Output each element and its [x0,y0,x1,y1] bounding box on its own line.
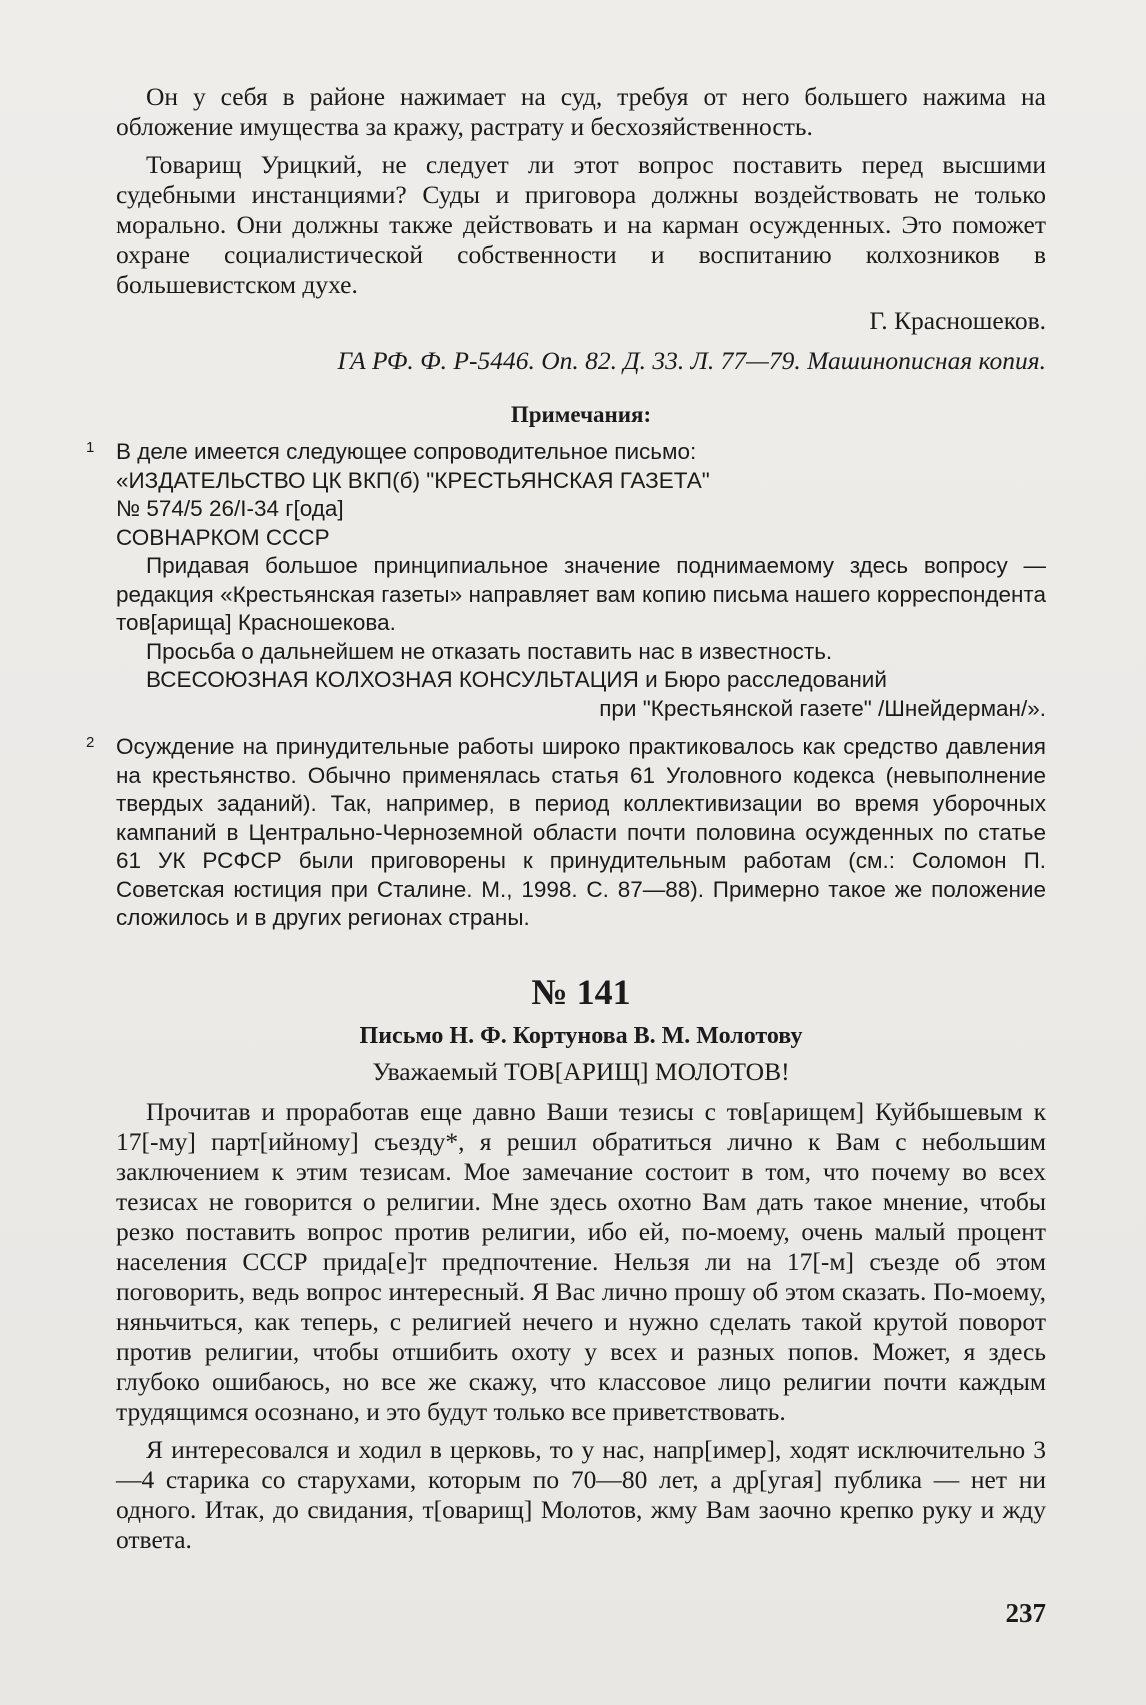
document-number: № 141 [531,971,631,1012]
footnote-2 [86,733,1046,933]
archive-source: ГА РФ. Ф. Р-5446. Оп. 82. Д. 33. Л. 77—79. Машинописная копия. [337,346,1046,375]
paragraph: Я интересовался и ходил в церковь, то у нас, напр[имер], ходят исключительно 3—4 старика со старухами, которым по 70—80 лет, а др[угая] публика — нет ни одного. Итак, до свидания, т[оварищ] Молотов, жму Вам заочно крепко руку и жду ответа. [116,1434,1046,1554]
document-title: Письмо Н. Ф. Кортунова В. М. Молотову [359,1022,803,1049]
letter-sender: ВСЕСОЮЗНАЯ КОЛХОЗНАЯ КОНСУЛЬТАЦИЯ и Бюро расследований [146,667,887,692]
letter-body: Придавая большое принципиальное значение поднимаемому здесь вопросу — редакция «Крестьянская газеты» направляет вам копию письма нашего корреспондента тов[арища] Красношекова. [116,553,1046,635]
page-number: 237 [1005,1598,1046,1628]
paragraph: Он у себя в районе нажимает на суд, требуя от него большего нажима на обложение имущества за кражу, растрату и бесхозяйственность. [116,82,1046,141]
footnote-text: Осуждение на принудительные работы широко практиковалось как средство давления на крестьянство. Обычно применялась статья 61 Уголовного кодекса (невыполнение твердых заданий). Так, например, в период коллективизации во время уборочных кампаний в Центрально-Черноземной области почти половина осужденных по статье 61 УК РСФСР были приговорены к принудительным работам (см.: Соломон П. Советская юстиция при Сталине. М., 1998. С. 87—88). Примерно такое же положение сложилось и в других регионах страны. [116,734,1046,930]
letter-request: Просьба о дальнейшем не отказать поставить нас в известность. [146,638,833,664]
footnote-1 [86,438,1046,723]
letter-ref: № 574/5 26/I-34 г[ода] [116,496,344,521]
letter-org: «ИЗДАТЕЛЬСТВО ЦК ВКП(б) "КРЕСТЬЯНСКАЯ ГАЗЕТА" [116,467,710,493]
letter-sender-line2: при "Крестьянской газете" /Шнейдерман/». [599,695,1046,721]
notes-section [86,438,1046,933]
paragraph: Прочитав и проработав еще давно Ваши тезисы с тов[арищем] Куйбышевым к 17[-му] парт[ийному] съезду*, я решил обратиться лично к Вам с небольшим заключением к этим тезисам. Мое замечание состоит в том, что почему во всех тезисах не говорится о религии. Мне здесь охотно Вам дать такое мнение, чтобы резко поставить вопрос против религии, ибо ей, по-моему, очень малый процент населения СССР прида[е]т предпочтение. Нельзя ли на 17[-м] съезде об этом поговорить, ведь вопрос интересный. Я Вас лично прошу об этом сказать. По-моему, няньчиться, как теперь, с религией нечего и нужно сделать такой крутой поворот против религии, чтобы отшибить охоту у всех и разных попов. Может, я здесь глубоко ошибаюсь, но все же скажу, что классовое лицо религии почти каждым трудящимся осознано, и это будут только все приветствовать. [116,1096,1046,1426]
salutation: Уважаемый ТОВ[АРИЩ] МОЛОТОВ! [372,1056,790,1086]
signature: Г. Красношеков. [869,306,1046,335]
page-content [86,82,1046,1555]
paragraph: Товарищ Урицкий, не следует ли этот вопрос поставить перед высшими судебными инстанциями? Суды и приговора должны воздействовать не только морально. Они должны также действовать и на карман осужденных. Это поможет охране социалистической собственности и воспитанию колхозников в большевистском духе. [116,150,1046,299]
footnote-intro: В деле имеется следующее сопроводительное письмо: [116,439,697,464]
footnote-number: 1 [86,439,95,456]
footnote-number: 2 [86,734,95,751]
notes-title: Примечания: [510,402,652,427]
letter-addressee: СОВНАРКОМ СССР [116,524,330,550]
